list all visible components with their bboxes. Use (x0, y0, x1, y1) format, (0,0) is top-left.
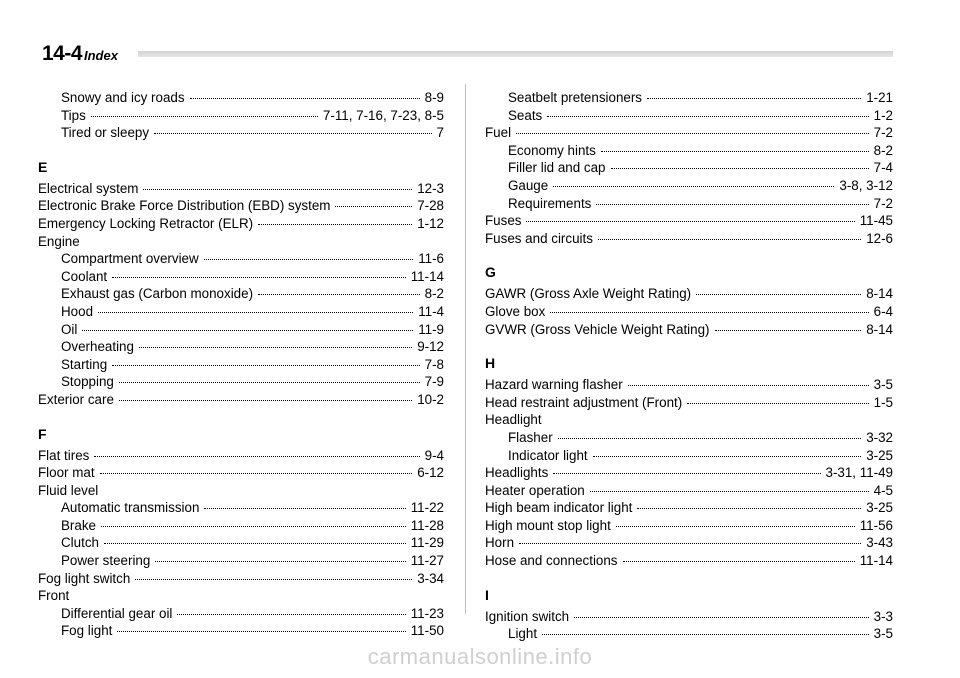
entry-page-ref: 11-22 (410, 500, 444, 516)
dot-leader (154, 132, 431, 134)
entry-page-ref: 3-43 (866, 535, 893, 551)
dot-leader (112, 364, 419, 366)
index-entry (485, 285, 893, 303)
header-bar (138, 51, 893, 57)
entry-page-ref: 11-14 (859, 553, 893, 569)
dot-leader (687, 402, 868, 404)
dot-leader (558, 437, 862, 439)
dot-leader (550, 311, 868, 313)
dot-leader (94, 455, 419, 457)
entry-page-ref: 11-50 (410, 623, 444, 639)
entry-label: Power steering (61, 553, 151, 569)
entry-label: Gauge (508, 177, 549, 193)
entry-page-ref: 7-2 (873, 125, 893, 141)
entry-page-ref: 3-8, 3-12 (839, 177, 893, 193)
entry-label: Headlights (485, 465, 549, 481)
entry-label: Brake (61, 517, 96, 533)
entry-label: Flasher (508, 429, 553, 445)
dot-leader (190, 97, 420, 99)
index-column-left (38, 89, 444, 640)
index-entry (38, 570, 444, 588)
entry-page-ref: 7-28 (417, 198, 444, 214)
index-letter-heading: E (38, 158, 48, 175)
index-subentry (38, 499, 444, 517)
index-subentry (485, 447, 893, 465)
entry-label: Tips (61, 107, 86, 123)
index-subentry (38, 356, 444, 374)
entry-label: GVWR (Gross Vehicle Weight Rating) (485, 321, 710, 337)
entry-label: Clutch (61, 535, 99, 551)
index-entry (485, 212, 893, 230)
entry-label: Electronic Brake Force Distribution (EBD) system (38, 198, 331, 214)
entry-label: Snowy and icy roads (61, 90, 185, 105)
index-entry (485, 534, 893, 552)
entry-label: Engine (38, 233, 80, 249)
entry-label: Exhaust gas (Carbon monoxide) (61, 286, 254, 302)
entry-label: Flat tires (38, 447, 90, 463)
entry-page-ref: 7-4 (873, 160, 893, 176)
index-entry (485, 499, 893, 517)
entry-label: Fluid level (38, 482, 99, 498)
entry-label: Oil (61, 321, 78, 337)
dot-leader (100, 472, 413, 474)
entry-page-ref: 3-32 (866, 429, 893, 445)
index-entry (485, 376, 893, 394)
page-header (38, 44, 893, 66)
dot-leader (553, 185, 834, 187)
entry-label: GAWR (Gross Axle Weight Rating) (485, 286, 692, 302)
index-subentry (38, 268, 444, 286)
entry-page-ref: 10-2 (417, 391, 444, 407)
entry-page-ref: 3-25 (866, 500, 893, 516)
dot-leader (335, 205, 412, 207)
entry-label: Head restraint adjustment (Front) (485, 394, 683, 410)
entry-label: Front (38, 588, 70, 604)
entry-label: Electrical system (38, 180, 139, 196)
index-subentry (38, 605, 444, 623)
entry-page-ref: 11-14 (410, 268, 444, 284)
index-subentry (38, 250, 444, 268)
entry-page-ref: 12-6 (866, 230, 893, 246)
index-subentry (38, 622, 444, 640)
entry-page-ref: 11-29 (410, 535, 444, 551)
entry-page-ref: 7-8 (424, 356, 444, 372)
entry-page-ref: 1-21 (866, 90, 893, 105)
entry-label: Fog light switch (38, 570, 131, 586)
entry-label: Hose and connections (485, 553, 618, 569)
index-letter-heading: H (485, 355, 496, 372)
entry-label: Fuses and circuits (485, 230, 593, 246)
index-subentry (38, 321, 444, 339)
entry-label: Seats (508, 107, 543, 123)
page-title: Index (84, 48, 118, 63)
index-entry (38, 180, 444, 198)
entry-page-ref: 9-4 (424, 447, 444, 463)
dot-leader (258, 223, 412, 225)
dot-leader (98, 311, 413, 313)
entry-page-ref: 8-2 (424, 286, 444, 302)
index-subentry (485, 195, 893, 213)
entry-page-ref: 11-56 (859, 517, 893, 533)
entry-page-ref: 8-14 (866, 286, 893, 302)
column-divider (465, 84, 466, 614)
dot-leader (526, 220, 854, 222)
dot-leader (519, 542, 861, 544)
index-entry (38, 391, 444, 409)
dot-leader (601, 150, 869, 152)
entry-label: Fuses (485, 213, 522, 229)
dot-leader (715, 329, 862, 331)
entry-page-ref: 11-4 (418, 303, 444, 319)
entry-label: Economy hints (508, 142, 596, 158)
entry-page-ref: 3-25 (866, 447, 893, 463)
entry-page-ref: 4-5 (873, 482, 893, 498)
entry-label: Compartment overview (61, 251, 199, 267)
index-subentry (38, 552, 444, 570)
index-subentry (38, 517, 444, 535)
dot-leader (119, 399, 412, 401)
entry-label: Stopping (61, 374, 114, 390)
entry-label: Requirements (508, 195, 592, 211)
dot-leader (593, 455, 862, 457)
index-subentry (485, 429, 893, 447)
entry-page-ref: 3-5 (873, 377, 893, 393)
entry-page-ref: 1-2 (873, 107, 893, 123)
entry-label: Headlight (485, 412, 542, 428)
entry-page-ref: 1-12 (417, 215, 444, 231)
dot-leader (696, 293, 861, 295)
entry-label: Differential gear oil (61, 605, 173, 621)
index-entry (485, 552, 893, 570)
dot-leader (596, 203, 868, 205)
index-entry (485, 411, 893, 429)
entry-label: Tired or sleepy (61, 125, 150, 141)
index-entry (38, 233, 444, 251)
dot-leader (647, 97, 861, 99)
index-entry (38, 482, 444, 500)
entry-label: Exterior care (38, 391, 114, 407)
entry-page-ref: 11-9 (418, 321, 444, 337)
dot-leader (112, 276, 406, 278)
entry-page-ref: 3-31, 11-49 (825, 465, 893, 481)
entry-page-ref: 11-27 (410, 553, 444, 569)
index-subentry (485, 107, 893, 125)
entry-page-ref: 12-3 (417, 180, 444, 196)
dot-leader (516, 132, 869, 134)
index-entry (38, 464, 444, 482)
entry-page-ref: 7-2 (873, 195, 893, 211)
dot-leader (542, 633, 869, 635)
dot-leader (82, 329, 413, 331)
entry-page-ref: 6-12 (417, 465, 444, 481)
dot-leader (143, 188, 412, 190)
dot-leader (91, 115, 318, 117)
entry-label: Light (508, 626, 538, 642)
dot-leader (204, 258, 414, 260)
index-entry (485, 517, 893, 535)
dot-leader (117, 630, 405, 632)
dot-leader (611, 167, 869, 169)
index-entry (485, 464, 893, 482)
index-subentry (38, 534, 444, 552)
dot-leader (637, 507, 861, 509)
index-entry (485, 608, 893, 626)
index-entry (485, 321, 893, 339)
index-entry (485, 230, 893, 248)
dot-leader (204, 507, 405, 509)
index-subentry (485, 159, 893, 177)
entry-label: Glove box (485, 303, 546, 319)
dot-leader (628, 384, 869, 386)
index-entry (485, 303, 893, 321)
page-number: 14-4 (42, 42, 83, 65)
dot-leader (616, 525, 855, 527)
index-entry (38, 197, 444, 215)
entry-page-ref: 8-2 (873, 142, 893, 158)
dot-leader (590, 490, 869, 492)
entry-label: Coolant (61, 268, 108, 284)
dot-leader (623, 560, 855, 562)
index-subentry (38, 303, 444, 321)
index-letter-heading: F (38, 425, 47, 442)
dot-leader (547, 115, 868, 117)
index-subentry (485, 177, 893, 195)
index-entry (485, 482, 893, 500)
entry-page-ref: 11-6 (418, 251, 444, 267)
index-subentry (485, 89, 893, 107)
entry-label: Overheating (61, 339, 134, 355)
dot-leader (119, 381, 420, 383)
dot-leader (258, 293, 420, 295)
index-subentry (38, 373, 444, 391)
entry-page-ref: 7 (436, 125, 444, 141)
index-subentry (485, 625, 893, 643)
index-column-right (485, 89, 893, 643)
entry-label: High mount stop light (485, 517, 611, 533)
dot-leader (139, 346, 412, 348)
entry-page-ref: 11-23 (410, 605, 444, 621)
entry-label: High beam indicator light (485, 500, 633, 516)
dot-leader (574, 616, 869, 618)
index-letter-heading: G (485, 264, 496, 281)
entry-label: Starting (61, 356, 108, 372)
entry-page-ref: 7-9 (424, 374, 444, 390)
entry-page-ref: 6-4 (873, 303, 893, 319)
index-subentry (38, 107, 444, 125)
entry-label: Emergency Locking Retractor (ELR) (38, 215, 254, 231)
entry-label: Hazard warning flasher (485, 377, 623, 393)
entry-label: Fog light (61, 623, 113, 639)
index-letter-heading: I (485, 586, 489, 603)
entry-page-ref: 1-5 (873, 394, 893, 410)
index-subentry (38, 124, 444, 142)
entry-page-ref: 8-14 (866, 321, 893, 337)
dot-leader (135, 578, 412, 580)
index-subentry (38, 89, 444, 107)
entry-page-ref: 3-5 (873, 626, 893, 642)
entry-label: Hood (61, 303, 94, 319)
entry-page-ref: 3-3 (873, 608, 893, 624)
entry-label: Horn (485, 535, 515, 551)
entry-page-ref: 9-12 (417, 339, 444, 355)
index-entry (38, 447, 444, 465)
index-entry (485, 394, 893, 412)
entry-label: Floor mat (38, 465, 95, 481)
entry-label: Seatbelt pretensioners (508, 90, 642, 105)
entry-label: Fuel (485, 125, 512, 141)
entry-label: Indicator light (508, 447, 588, 463)
entry-label: Automatic transmission (61, 500, 200, 516)
index-subentry (38, 338, 444, 356)
dot-leader (104, 542, 406, 544)
dot-leader (101, 525, 406, 527)
index-subentry (38, 285, 444, 303)
entry-page-ref: 11-28 (410, 517, 444, 533)
dot-leader (598, 238, 861, 240)
entry-label: Ignition switch (485, 608, 570, 624)
entry-page-ref: 8-9 (424, 90, 444, 105)
dot-leader (177, 613, 405, 615)
entry-label: Filler lid and cap (508, 160, 606, 176)
index-entry (38, 587, 444, 605)
dot-leader (553, 472, 820, 474)
index-entry (38, 215, 444, 233)
entry-page-ref: 7-11, 7-16, 7-23, 8-5 (322, 107, 444, 123)
index-entry (485, 124, 893, 142)
entry-page-ref: 11-45 (859, 213, 893, 229)
watermark: carmanualsonline.info (367, 644, 593, 669)
entry-label: Heater operation (485, 482, 585, 498)
index-subentry (485, 142, 893, 160)
dot-leader (155, 560, 405, 562)
entry-page-ref: 3-34 (417, 570, 444, 586)
